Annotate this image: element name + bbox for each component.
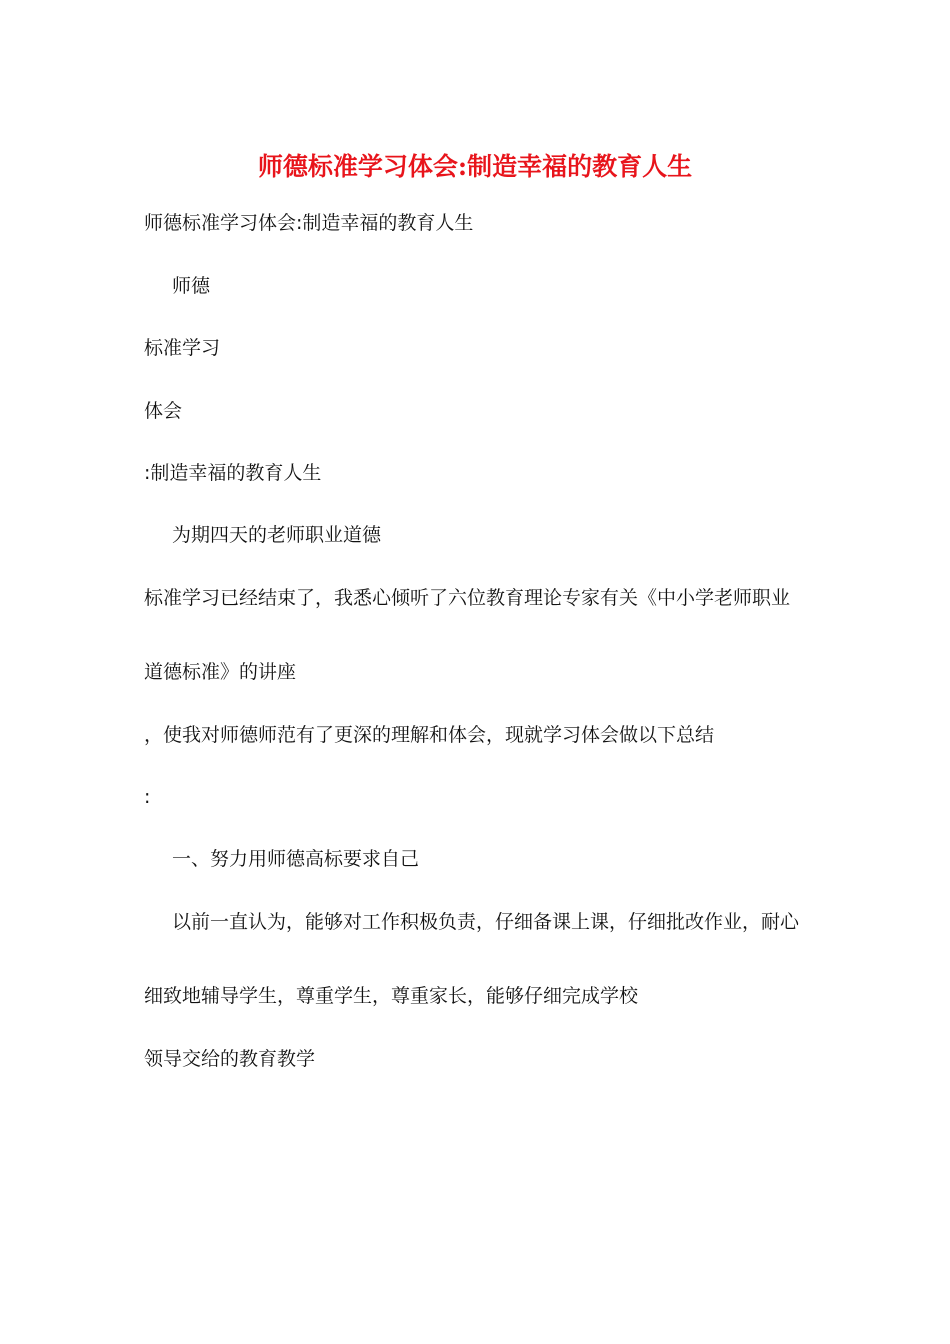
paragraph-line: : <box>144 786 151 808</box>
paragraph-line: 为期四天的老师职业道德 <box>172 524 382 546</box>
paragraph-line: 道德标准》的讲座 <box>144 661 297 683</box>
paragraph-line: ，使我对师德师范有了更深的理解和体会，现就学习体会做以下总结 <box>144 724 715 746</box>
paragraph-line: 领导交给的教育教学 <box>144 1048 316 1070</box>
paragraph-line: 师德标准学习体会:制造幸福的教育人生 <box>144 212 474 234</box>
paragraph-line: 标准学习 <box>144 337 221 359</box>
paragraph-line: 师德 <box>172 275 211 297</box>
paragraph-line: 体会 <box>144 400 183 422</box>
document-title: 师德标准学习体会:制造幸福的教育人生 <box>257 152 693 181</box>
paragraph-line: 一、努力用师德高标要求自己 <box>172 848 420 870</box>
paragraph-line: 以前一直认为，能够对工作积极负责，仔细备课上课，仔细批改作业，耐心 <box>172 911 800 933</box>
paragraph-line: 标准学习已经结束了，我悉心倾听了六位教育理论专家有关《中小学老师职业 <box>144 587 791 609</box>
paragraph-line: :制造幸福的教育人生 <box>144 462 322 484</box>
paragraph-line: 细致地辅导学生，尊重学生，尊重家长，能够仔细完成学校 <box>144 985 639 1007</box>
